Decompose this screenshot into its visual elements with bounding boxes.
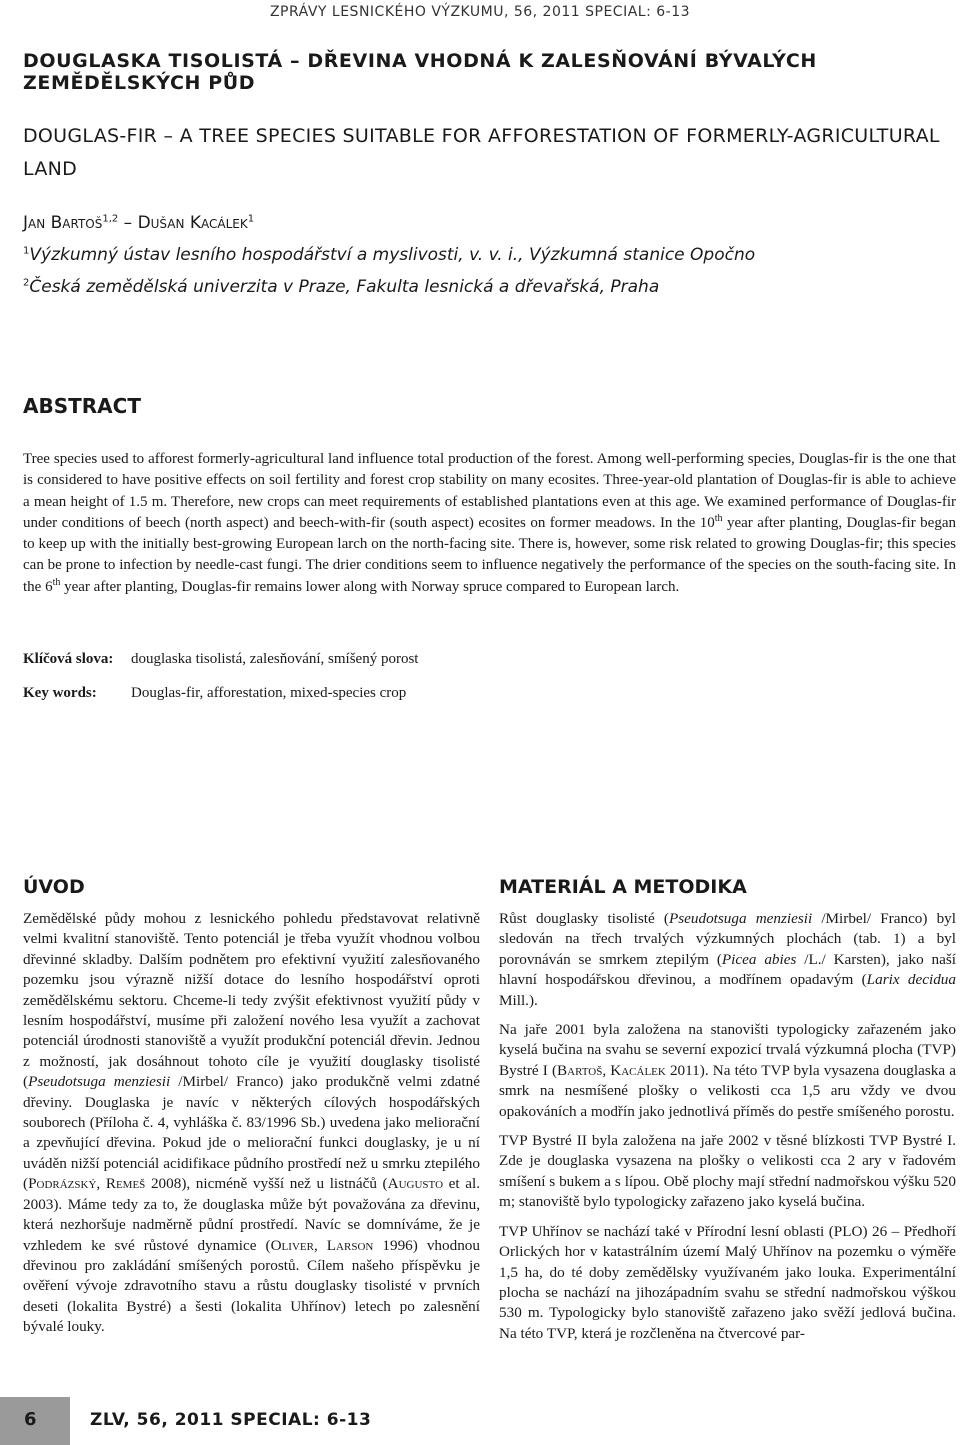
author-2: Dušan Kacálek (137, 213, 248, 233)
uvod-paragraph: Zemědělské půdy mohou z lesnického pohledu představovat relativně velmi kvalitní stanoviště. Tento potenciál je třeba využít vhodnou volbou dřevinné skladby. Dalším podnětem pro efektivní využití zalesňovaného pozemku jsou výrazně nižší dotace do lesního hospodářství oproti zemědělskému sektoru. Chceme-li tedy zvýšit efektivnost využití půdy v lesním hospodářství, musíme při založení nového lesa využít a zachovat potenciál úrodnosti stanoviště a využít produkční potenciál dřevin. Jednou z možností, jak dosáhnout tohoto cíle je využití douglasky tisolisté (Pseudotsuga menziesii /Mirbel/ Franco) jako produkčně velmi zdatné dřeviny. Douglaska je navíc v některých cílových hospodářských souborech (Příloha č. 4, vyhláška č. 83/1996 Sb.) uvedena jako meliorační a zpevňující dřevina. Pokud jde o meliorační funkci douglasky, je u ní uváděn nižší potenciál acidifikace půdního prostředí než u smrku ztepilého (Podrázský, Remeš 2008), nicméně vyšší než u listnáčů (Augusto et al. 2003). Máme tedy za to, že douglaska může být považována za dřevinu, která nezhoršuje nadměrně půdní prostředí. Navíc se domníváme, že je vzhledem ke své růstové dynamice (Oliver, Larson 1996) vhodnou dřevinou pro zakládání smíšených porostů. Cílem našeho příspěvku je ověření vývoje zdravotního stavu a růstu douglasky tisolisté v prvních deseti (lokalita Bystré) a šesti (lokalita Uhřínov) letech po zalesnění bývalé louky. (23, 910, 481, 1336)
keywords-english-label: Key words: (23, 685, 97, 701)
affiliation-2-sup: 2 (23, 277, 30, 289)
metodika-paragraph-4: TVP Uhřínov se nachází také v Přírodní lesní oblasti (PLO) 26 – Předhoří Orlických hor v katastrálním území Malý Uhřínov na pozemku o výměře 1,5 ha, do té doby zemědělsky využívaném jako louka. Experimentální plocha se nachází na jihozápadním svahu se střední nadmořskou výškou 530 m. Typologicky bylo stanoviště zařazeno jako svěží jedlová bučina. Na této TVP, která je rozčleněna na čtvercové par- (499, 1222, 956, 1342)
affiliation-2 (23, 277, 659, 297)
author-1: Jan Bartoš (23, 213, 103, 233)
section-heading-metodika: MATERIÁL A METODIKA (499, 876, 747, 898)
authors (23, 213, 254, 233)
keywords-english (23, 685, 406, 702)
author-2-affil: 1 (247, 213, 255, 225)
abstract-text: Tree species used to afforest formerly-agricultural land influence total production of the forest. Among well-performing species, Douglas-fir is the one that is considered to have positive effects on soil fertility and forest crop stability on many ecosites. Three-year-old plantation of Douglas-fir is able to achieve a mean height of 1.5 m. Therefore, new crops can meet requirements of established plantations even at this age. We examined performance of Douglas-fir under conditions of beech (north aspect) and beech-with-fir (south aspect) ecosites on former meadows. In the 10th year after planting, Douglas-fir began to keep up with the initially best-growing European larch on the north-facing site. There is, however, some risk related to growing Douglas-fir; this species can be prone to infection by needle-cast fungi. The drier conditions seem to influence negatively the performance of the species on the south-facing site. In the 6th year after planting, Douglas-fir remains lower along with Norway spruce compared to European larch. (23, 451, 956, 595)
column-right (499, 909, 956, 1353)
keywords-czech (23, 651, 418, 668)
abstract-heading: ABSTRACT (23, 394, 141, 418)
keywords-english-value: Douglas-fir, afforestation, mixed-species crop (131, 685, 407, 701)
page-number: 6 (24, 1409, 37, 1430)
title-czech: DOUGLASKA TISOLISTÁ – DŘEVINA VHODNÁ K ZALESŇOVÁNÍ BÝVALÝCH ZEMĚDĚLSKÝCH PŮD (23, 50, 817, 94)
keywords-czech-label: Klíčová slova: (23, 651, 114, 667)
section-heading-uvod: ÚVOD (23, 876, 85, 898)
keywords-czech-value: douglaska tisolistá, zalesňování, smíšený porost (131, 651, 419, 667)
metodika-paragraph-3: TVP Bystré II byla založena na jaře 2002 v těsné blízkosti TVP Bystré I. Zde je douglaska vysazena na plošky o velikosti cca 2 ary v řadovém smíšení s bukem a s lípou. Obě plochy mají střední nadmořskou výšku 520 m; stanoviště bylo typologicky zařazeno jako kyselá bučina. (499, 1132, 956, 1211)
affiliation-1-sup: 1 (23, 245, 30, 257)
running-head: ZPRÁVY LESNICKÉHO VÝZKUMU, 56, 2011 SPECIAL: 6-13 (269, 4, 691, 20)
footer-journal: ZLV, 56, 2011 SPECIAL: 6-13 (90, 1410, 372, 1430)
title-english: DOUGLAS-FIR – A TREE SPECIES SUITABLE FOR AFFORESTATION OF FORMERLY-AGRICULTURAL LAND (23, 125, 940, 180)
metodika-paragraph-1: Růst douglasky tisolisté (Pseudotsuga menziesii /Mirbel/ Franco) byl sledován na třech trvalých výzkumných plochách (tab. 1) a byl porovnáván se smrkem ztepilým (Picea abies /L./ Karsten), jako naší hlavní hospodářskou dřevinou, a modřínem opadavým (Larix decidua Mill.). (499, 910, 956, 1009)
author-1-affil: 1,2 (102, 213, 119, 225)
affiliation-1-text: Výzkumný ústav lesního hospodářství a myslivosti, v. v. i., Výzkumná stanice Opočno (29, 245, 756, 265)
affiliation-1 (23, 245, 755, 265)
metodika-paragraph-2: Na jaře 2001 byla založena na stanovišti typologicky zařazeném jako kyselá bučina na svahu se severní expozicí trvalá výzkumná plocha (TVP) Bystré I (Bartoš, Kacálek 2011). Na této TVP byla vysazena douglaska a smrk na nesmíšené plošky o velikosti cca 1,5 aru vždy ve dvou opakováních a modřín jako jednotlivá příměs do pestře smíšeného porostu. (499, 1021, 956, 1120)
affiliation-2-text: Česká zemědělská univerzita v Praze, Fakulta lesnická a dřevařská, Praha (29, 277, 660, 297)
author-separator: – (118, 213, 138, 233)
column-left (23, 909, 480, 1347)
